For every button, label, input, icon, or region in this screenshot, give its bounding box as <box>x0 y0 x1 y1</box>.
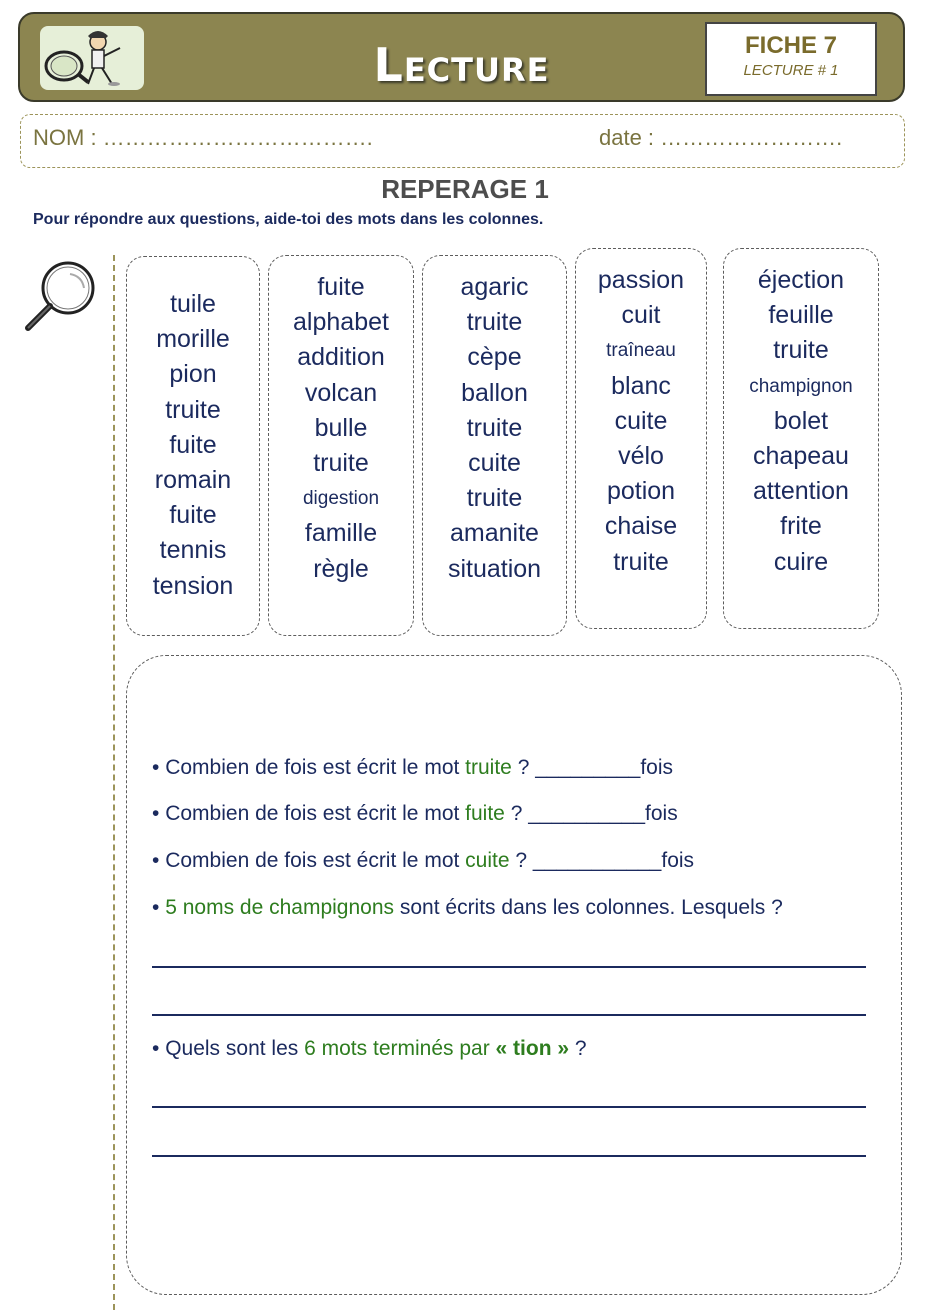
question-tion <box>152 1037 587 1061</box>
fiche-number: FICHE 7 <box>744 32 837 59</box>
bullet: • <box>152 896 160 919</box>
answer-line[interactable] <box>152 1014 866 1016</box>
fiche-subtitle: LECTURE # 1 <box>743 62 839 79</box>
answer-blank[interactable]: ? _________fois <box>517 756 674 779</box>
word: chaise <box>604 512 678 541</box>
word: tension <box>152 571 234 600</box>
answer-line[interactable] <box>152 1155 866 1157</box>
question-text: Combien de fois est écrit le mot <box>165 756 460 779</box>
word-column-3 <box>422 255 567 636</box>
word: truite <box>165 395 221 424</box>
word: éjection <box>757 266 845 294</box>
word: ballon <box>461 378 528 407</box>
word: passion <box>597 266 685 294</box>
word: romain <box>154 465 232 494</box>
word: tennis <box>159 536 227 565</box>
highlight-word: truite <box>465 756 512 779</box>
word: agaric <box>460 273 529 301</box>
word: traîneau <box>606 340 676 362</box>
word: chapeau <box>753 441 849 470</box>
word: truite <box>466 413 523 442</box>
header-banner <box>18 12 905 102</box>
highlight-word: cuite <box>465 849 510 872</box>
word: alphabet <box>293 308 389 337</box>
word: frite <box>780 512 822 541</box>
date-field[interactable]: date : ……………………. <box>599 125 843 150</box>
bullet: • <box>152 802 160 825</box>
word: truite <box>466 484 523 513</box>
question-champignons <box>152 896 783 920</box>
question-text: Combien de fois est écrit le mot <box>165 849 460 872</box>
question-text: Quels sont les <box>165 1037 299 1060</box>
answer-blank[interactable]: ? __________fois <box>510 802 678 825</box>
word: tuile <box>170 290 216 318</box>
page-title: Lecture <box>373 38 550 92</box>
word: cuite <box>468 448 521 477</box>
bullet: • <box>152 849 160 872</box>
highlight-phrase: 6 mots terminés par <box>304 1037 490 1060</box>
answer-blank[interactable]: ? ___________fois <box>515 849 695 872</box>
word: truite <box>613 547 669 576</box>
word: cuite <box>614 406 668 435</box>
word: champignon <box>749 375 853 397</box>
word: famille <box>304 519 378 548</box>
word: addition <box>297 343 385 372</box>
answer-line[interactable] <box>152 966 866 968</box>
question-text: ? <box>574 1037 587 1060</box>
word-column-1 <box>126 256 260 636</box>
word: vélo <box>618 441 664 470</box>
word: fuite <box>317 273 365 301</box>
word-column-4 <box>575 248 707 629</box>
highlight-word: fuite <box>465 802 505 825</box>
word: truite <box>466 308 523 337</box>
word: potion <box>606 477 676 506</box>
highlight-suffix: « tion » <box>495 1037 570 1060</box>
question-text: sont écrits dans les colonnes. Lesquels ? <box>399 896 783 919</box>
word-column-2 <box>268 255 414 636</box>
word: pion <box>169 360 217 389</box>
word: fuite <box>169 430 217 459</box>
question-fuite <box>152 802 678 826</box>
section-title: REPERAGE 1 <box>381 174 549 204</box>
word-column-5 <box>723 248 879 629</box>
answer-line[interactable] <box>152 1106 866 1108</box>
word: digestion <box>302 488 380 510</box>
bullet: • <box>152 756 160 779</box>
instruction-text: Pour répondre aux questions, aide-toi des mots dans les colonnes. <box>33 211 544 228</box>
questions-box <box>126 655 902 1295</box>
word: cuire <box>773 547 829 576</box>
question-truite <box>152 756 673 780</box>
word: truite <box>313 448 369 477</box>
name-field[interactable]: NOM : ………………………………. <box>33 125 373 150</box>
word: attention <box>753 477 849 506</box>
identity-bar <box>20 114 905 168</box>
margin-divider <box>113 255 115 1310</box>
word: morille <box>156 325 230 354</box>
bullet: • <box>152 1037 160 1060</box>
word: truite <box>773 336 829 365</box>
word: blanc <box>611 371 671 400</box>
word: feuille <box>768 301 834 330</box>
question-text: Combien de fois est écrit le mot <box>165 802 460 825</box>
word: bulle <box>314 413 368 442</box>
word: cuit <box>621 301 661 330</box>
word: volcan <box>304 378 378 407</box>
question-cuite <box>152 849 694 873</box>
word: règle <box>313 554 369 583</box>
highlight-phrase: 5 noms de champignons <box>165 896 395 919</box>
magnifier-icon <box>20 258 102 343</box>
word: cèpe <box>467 343 522 372</box>
word: fuite <box>169 501 217 530</box>
word: amanite <box>450 519 539 548</box>
fiche-label <box>705 22 877 96</box>
word: bolet <box>773 406 829 435</box>
word: situation <box>447 554 542 583</box>
